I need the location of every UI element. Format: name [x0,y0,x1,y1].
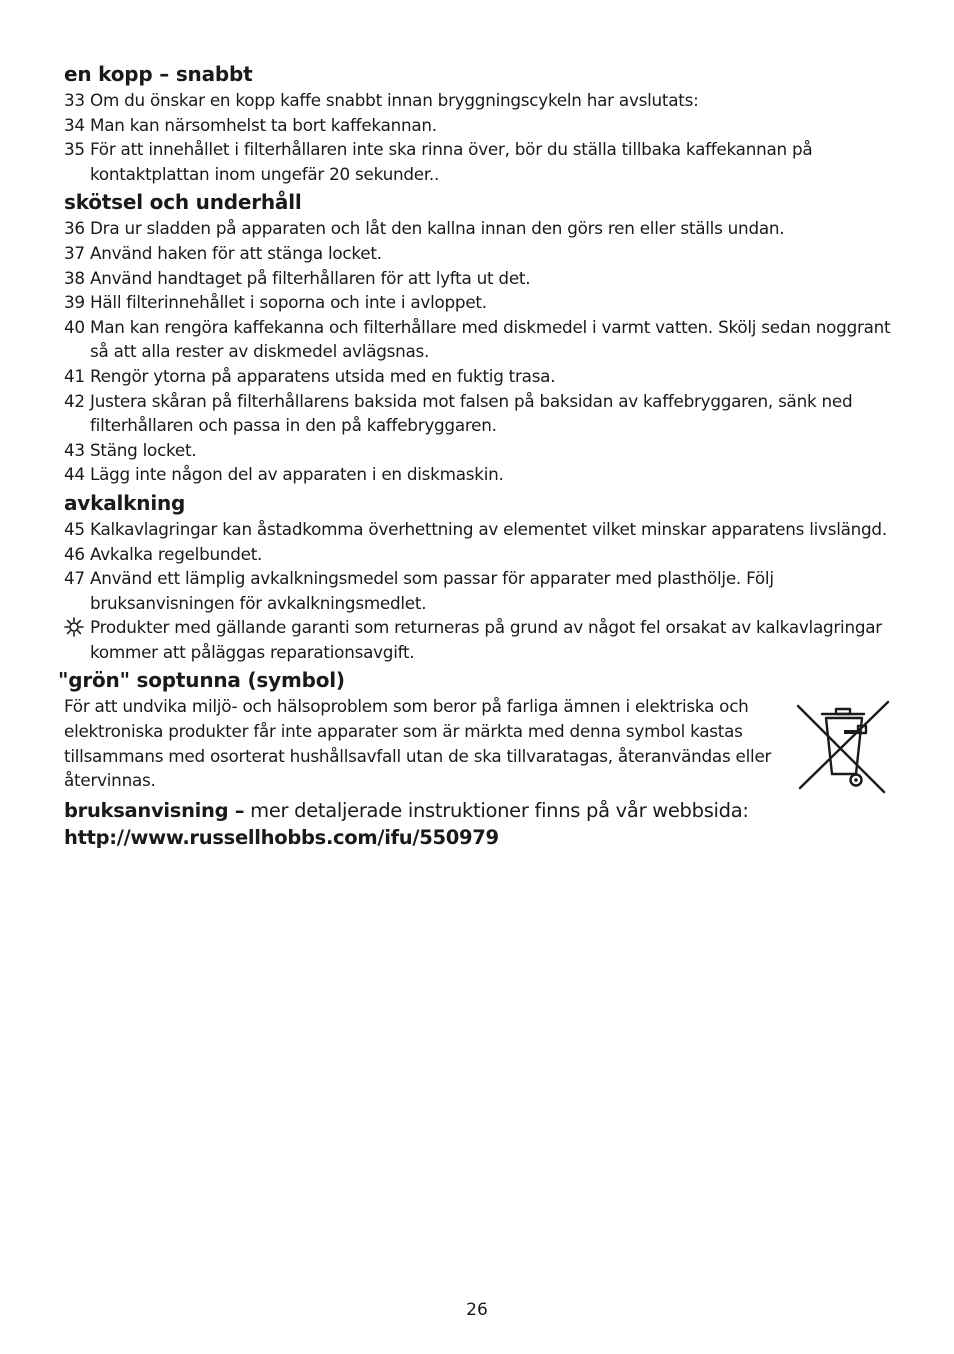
item-number: 37 [64,242,85,263]
item-number: 44 [64,464,85,485]
item-text: Använd handtaget på filterhållaren för att lyfta ut det. [90,267,531,288]
heading-avkalkning: avkalkning [64,490,186,515]
item-text: Avkalka regelbundet. [90,543,263,564]
item-number: 34 [64,114,85,135]
list-item [64,438,894,463]
item-text: Lägg inte någon del av apparaten i en diskmaskin. [90,464,504,485]
ifu-url-link[interactable]: http://www.russellhobbs.com/ifu/550979 [64,825,499,849]
list-skotsel [64,216,894,487]
list-item [64,462,894,487]
list-item [64,241,894,266]
ifu-label: bruksanvisning – [64,798,245,822]
list-item [64,216,894,241]
item-text: Man kan närsomhelst ta bort kaffekannan. [90,114,437,135]
item-number: 40 [64,316,85,337]
item-number: 36 [64,218,85,239]
item-text: Använd haken för att stänga locket. [90,242,382,263]
item-text: Produkter med gällande garanti som returneras på grund av något fel orsakat av kalkavlagringar kommer att påläggas reparationsavgift. [90,617,882,662]
ifu-line [64,797,894,824]
list-item [64,266,894,291]
item-number: 43 [64,439,85,460]
list-item [64,290,894,315]
item-text: Häll filterinnehållet i soporna och inte i avloppet. [90,292,487,313]
item-text: Man kan rengöra kaffekanna och filterhållare med diskmedel i varmt vatten. Skölj sedan noggrant så att alla rester av diskmedel avlägsnas. [90,316,891,362]
item-text: Stäng locket. [90,439,197,460]
item-number: 41 [64,365,85,386]
heading-en-kopp-snabbt: en kopp – snabbt [64,62,253,86]
item-text: Om du önskar en kopp kaffe snabbt innan bryggningscykeln har avslutats: [90,90,699,110]
warranty-note [64,615,894,664]
ifu-text: mer detaljerade instruktioner finns på vår webbsida: [244,798,749,822]
item-text: Använd ett lämplig avkalkningsmedel som passar för apparater med plasthölje. Följ bruksanvisningen för avkalkningsmedlet. [90,568,774,613]
sun-icon [64,617,84,637]
heading-skotsel: skötsel och underhåll [64,190,302,215]
list-avkalkning [64,517,894,665]
item-number: 35 [64,139,85,160]
item-number: 33 [64,90,85,110]
heading-weee: "grön" soptunna (symbol) [58,668,345,693]
list-item [64,113,894,138]
document-body [58,60,894,851]
weee-section [58,666,894,792]
crossed-out-bin-icon [796,700,890,798]
list-item [64,88,894,113]
list-en-kopp [64,88,894,186]
item-number: 47 [64,568,85,589]
list-item [64,137,894,186]
item-number: 38 [64,267,85,288]
list-item [64,517,894,542]
item-text: Justera skåran på filterhållarens baksida mot falsen på baksidan av kaffebryggaren, sänk ned filterhållaren och passa in den på kaffebryggaren. [90,390,853,436]
item-text: Kalkavlagringar kan åstadkomma överhettning av elementet vilket minskar apparatens livslängd. [90,518,887,539]
item-text: Dra ur sladden på apparaten och låt den kallna innan den görs ren eller ställs undan. [90,218,785,239]
list-item [64,389,894,438]
item-text: Rengör ytorna på apparatens utsida med en fuktig trasa. [90,365,556,386]
weee-text: För att undvika miljö- och hälsoproblem som beror på farliga ämnen i elektriska och elektroniska produkter får inte apparater som är märkta med denna symbol kastas tillsammans med osorterat hushållsavfall utan de ska tillvaratagas, återanvändas eller återvinnas. [64,696,772,791]
item-number: 45 [64,518,85,539]
item-number: 46 [64,543,85,564]
item-number: 39 [64,292,85,313]
item-text: För att innehållet i filterhållaren inte ska rinna över, bör du ställa tillbaka kaffekannan på kontaktplattan inom ungefär 20 sekunder.. [90,139,813,184]
page-number: 26 [466,1300,488,1320]
list-item [64,566,894,615]
item-number: 42 [64,390,85,411]
list-item [64,315,894,364]
list-item [64,542,894,567]
list-item [64,364,894,389]
